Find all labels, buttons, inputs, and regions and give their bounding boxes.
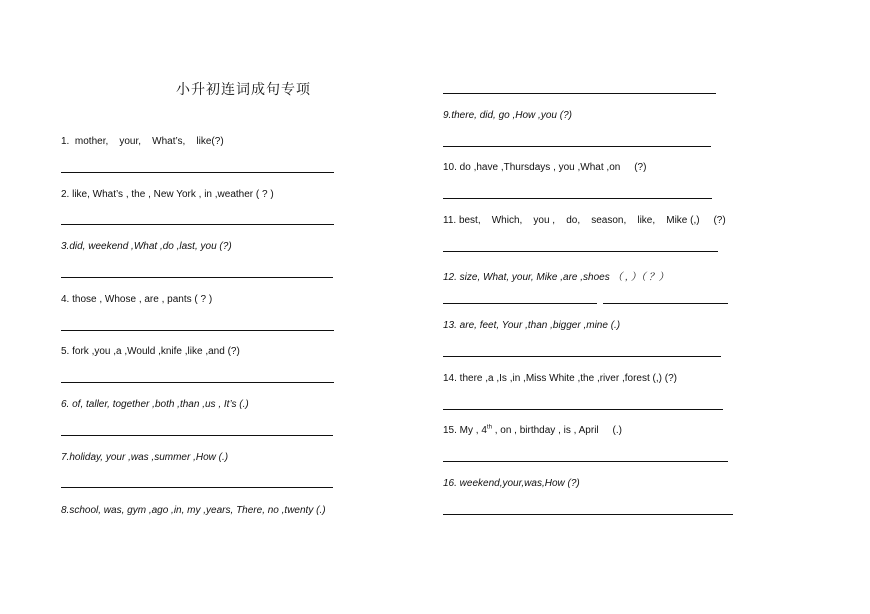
question-14: 14. there ,a ,Is ,in ,Miss White ,the ,river ,forest (,) (?) [443, 373, 677, 384]
question-2: 2. like, What’s , the , New York , in ,weather ( ? ) [61, 189, 274, 200]
question-15 [443, 425, 622, 436]
answer-line-13[interactable] [443, 356, 721, 357]
question-7: 7.holiday, your ,was ,summer ,How (.) [61, 452, 229, 463]
answer-line-1[interactable] [61, 172, 334, 173]
question-11: 11. best, Which, you , do, season, like, Mike (,) (?) [443, 215, 726, 226]
answer-line-6[interactable] [61, 435, 333, 436]
answer-line-2[interactable] [61, 224, 334, 225]
question-3: 3.did, weekend ,What ,do ,last, you (?) [61, 241, 232, 252]
question-1: 1. mother, your, What’s, like(?) [61, 136, 224, 147]
question-15-end: , on , birthday , is , April (.) [491, 425, 622, 436]
question-6: 6. of, taller, together ,both ,than ,us , It’s (.) [61, 399, 249, 410]
question-4: 4. those , Whose , are , pants ( ? ) [61, 294, 213, 305]
answer-line-3[interactable] [61, 277, 333, 278]
answer-line-15[interactable] [443, 461, 728, 462]
question-5: 5. fork ,you ,a ,Would ,knife ,like ,and (?) [61, 346, 240, 357]
question-16: 16. weekend,your,was,How (?) [443, 478, 580, 489]
answer-line-8[interactable] [443, 93, 716, 94]
page-title: 小升初连词成句专项 [176, 82, 311, 98]
question-13: 13. are, feet, Your ,than ,bigger ,mine (.) [443, 320, 621, 331]
question-12: 12. size, What, your, Mike ,are ,shoes （ , ）（ ？） [443, 272, 669, 283]
answer-line-11[interactable] [443, 251, 718, 252]
question-10: 10. do ,have ,Thursdays , you ,What ,on (?) [443, 162, 647, 173]
answer-line-16[interactable] [443, 514, 733, 515]
answer-line-10[interactable] [443, 198, 712, 199]
answer-line-9[interactable] [443, 146, 711, 147]
answer-line-12b[interactable] [603, 303, 728, 304]
answer-line-4[interactable] [61, 330, 334, 331]
answer-line-12a[interactable] [443, 303, 597, 304]
question-15-start: 15. My , 4 [443, 425, 487, 436]
answer-line-5[interactable] [61, 382, 334, 383]
answer-line-7[interactable] [61, 487, 333, 488]
answer-line-14[interactable] [443, 409, 723, 410]
question-15-superscript: th [486, 424, 492, 431]
question-9: 9.there, did, go ,How ,you (?) [443, 110, 572, 121]
question-8: 8.school, was, gym ,ago ,in, my ,years, There, no ,twenty (.) [61, 505, 326, 516]
